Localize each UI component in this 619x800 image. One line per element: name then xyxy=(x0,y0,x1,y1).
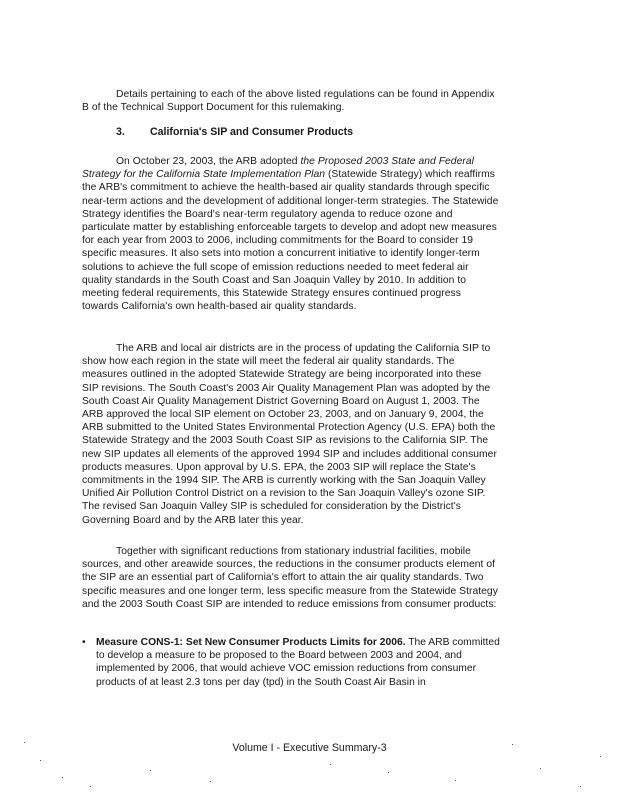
scan-speck xyxy=(600,756,601,757)
paragraph-sip-update: The ARB and local air districts are in the process of updating the California SIP to show how each region in the state will meet the federal air quality standards. The measures outlined in the adopted Statewide Strategy are being incorporated into these SIP revisions. The South Coast's 2003 Air Quality Management Plan was adopted by the South Coast Air Quality Management District Governing Board on August 1, 2003. The ARB approved the local SIP element on October 23, 2003, and on January 9, 2004, the ARB submitted to the United States Environmental Protection Agency (U.S. EPA) both the Statewide Strategy and the 2003 South Coast SIP as revisions to the California SIP. The new SIP updates all elements of the approved 1994 SIP and includes additional consumer products measures. Upon approval by U.S. EPA, the 2003 SIP will replace the State's commitments in the 1994 SIP. The ARB is currently working with the San Joaquin Valley Unified Air Pollution Control District on a revision to the San Joaquin Valley's ozone SIP. The revised San Joaquin Valley SIP is scheduled for consideration by the District's Governing Board and by the ARB later this year. xyxy=(82,343,497,526)
para1-plan-title: the Proposed 2003 State and Federal Strategy for the California State Implementation Plan xyxy=(82,156,474,181)
scan-speck xyxy=(330,764,331,765)
scan-speck xyxy=(40,760,41,761)
scan-speck xyxy=(512,744,513,745)
scan-speck xyxy=(580,786,581,787)
scan-speck xyxy=(24,742,25,743)
scan-speck xyxy=(210,781,211,782)
section-heading xyxy=(116,126,353,138)
section-number: 3. xyxy=(116,126,125,138)
page-footer: Volume I - Executive Summary-3 xyxy=(232,742,387,754)
intro-paragraph: Details pertaining to each of the above listed regulations can be found in Appendix B of the Technical Support Document for this rulemaking. xyxy=(82,89,495,114)
scan-speck xyxy=(150,770,151,771)
measure-cons-1-title: Measure CONS-1: Set New Consumer Products Limits for 2006. xyxy=(96,637,406,648)
bullet-marker: • xyxy=(82,637,86,648)
scan-speck xyxy=(540,768,541,769)
para1-lead: On October 23, 2003, the ARB adopted xyxy=(116,156,301,167)
scan-speck xyxy=(90,786,91,787)
paragraph-statewide-strategy xyxy=(82,155,500,313)
measure-cons-1-body: The ARB committed to develop a measure to be proposed to the Board between 2003 and 2004, and implemented by 2006, that would achieve VOC emission reductions from consumer products of at least 2.3 tons per day (tpd) in the South Coast Air Basin in xyxy=(96,637,500,688)
scan-speck xyxy=(388,772,389,773)
section-title: California's SIP and Consumer Products xyxy=(150,126,354,138)
measure-cons-1-text xyxy=(96,636,506,689)
paragraph-consumer-products: Together with significant reductions from stationary industrial facilities, mobile sources, and other areawide sources, the reductions in the consumer products element of the SIP are an essential part of California's effort to attain the air quality standards. Two specific measures and one longer term, less specific measure from the Statewide Strategy and the 2003 South Coast SIP are intended to reduce emissions from consumer products: xyxy=(82,546,498,610)
para1-rest: (Statewide Strategy) which reaffirms the ARB's commitment to achieve the health-based air quality standards through specific near-term actions and the development of additional longer-term strategies. The Statewide Strategy identifies the Board's near-term regulatory agenda to reduce ozone and particulate matter by establishing enforceable targets to develop and adopt new measures for each year from 2003 to 2006, including commitments for the Board to consider 19 specific measures. It also sets into motion a concurrent initiative to identify longer-term solutions to achieve the full scope of emission reductions needed to meet federal air quality standards in the South Coast and San Joaquin Valley by 2010. In addition to meeting federal requirements, this Statewide Strategy ensures continued progress towards California's own health-based air quality standards. xyxy=(82,169,499,313)
scan-speck xyxy=(62,777,63,778)
scan-speck xyxy=(455,780,456,781)
